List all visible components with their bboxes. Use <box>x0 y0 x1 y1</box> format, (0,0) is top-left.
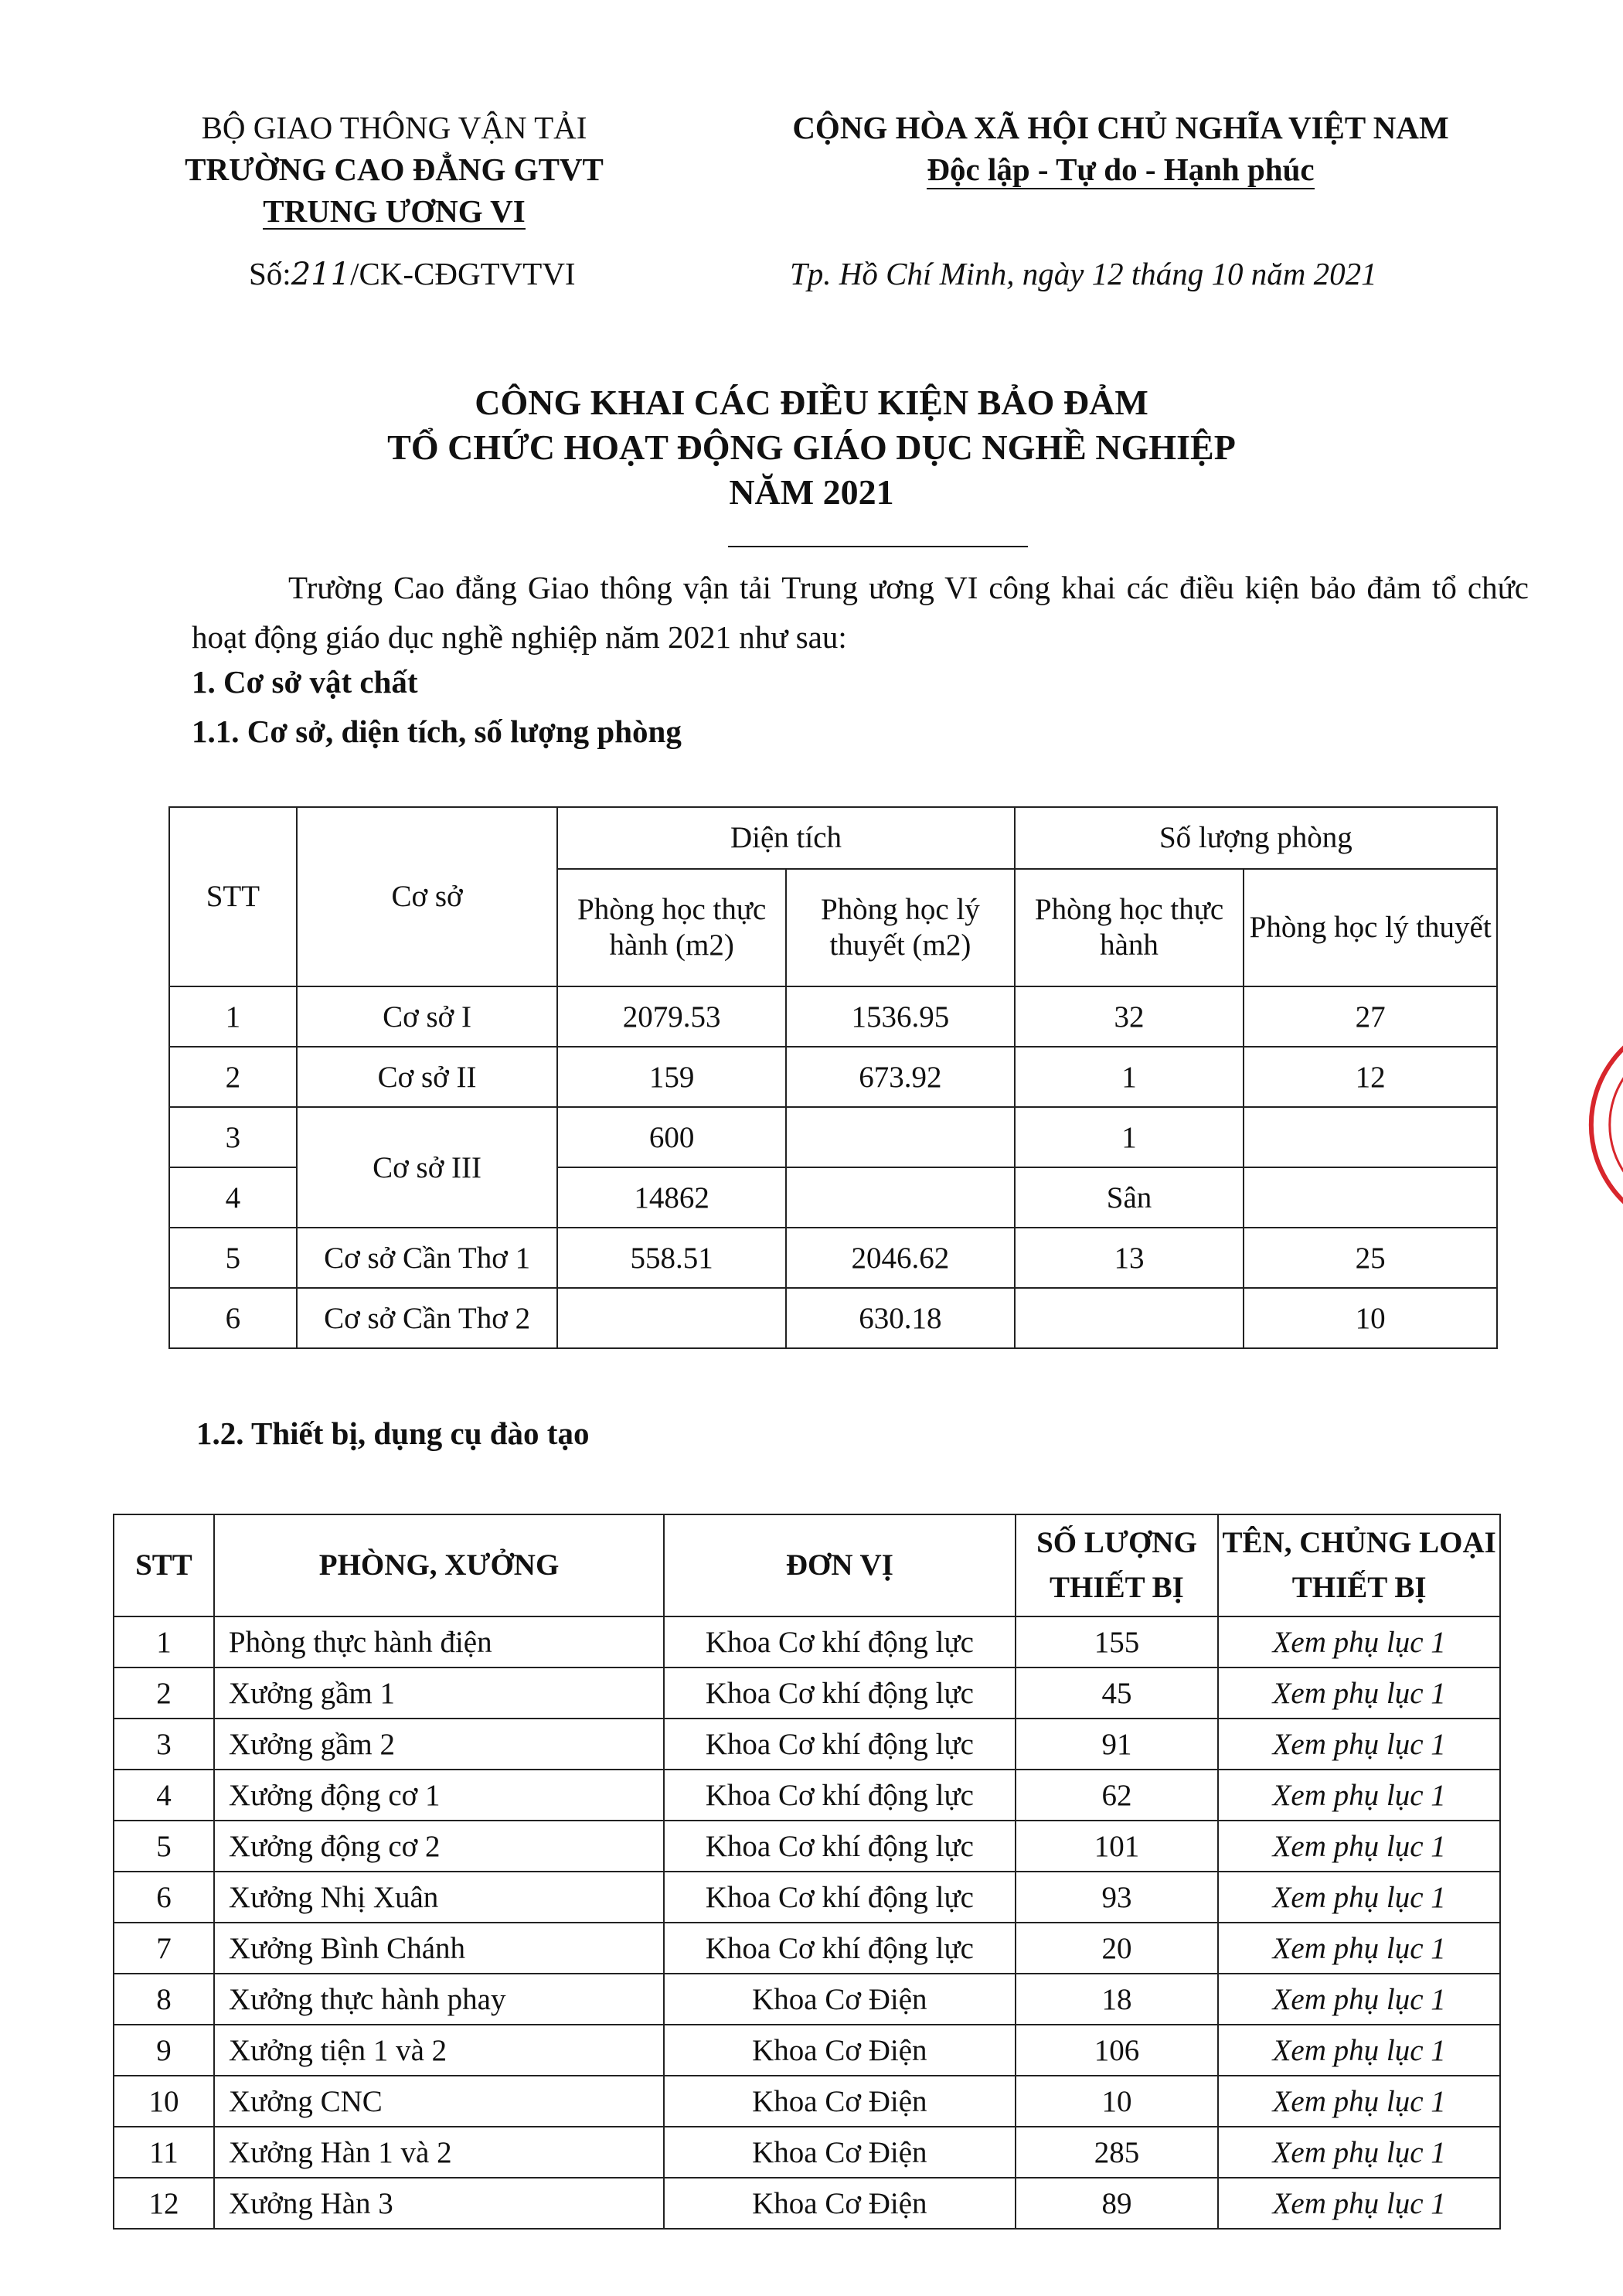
cell-phong-xuong: Xưởng động cơ 1 <box>214 1770 664 1821</box>
cell-stt: 1 <box>114 1616 214 1667</box>
cell-sl-th: 13 <box>1015 1228 1244 1288</box>
header-co-so: Cơ sở <box>297 807 558 986</box>
cell-so-luong: 106 <box>1016 2025 1219 2076</box>
cell-ten-thiet-bi: Xem phụ lục 1 <box>1218 2076 1500 2127</box>
cell-so-luong: 10 <box>1016 2076 1219 2127</box>
cell-don-vi: Khoa Cơ Điện <box>664 2178 1015 2229</box>
section-heading-1-2: 1.2. Thiết bị, dụng cụ đào tạo <box>196 1415 590 1451</box>
cell-so-luong: 285 <box>1016 2127 1219 2178</box>
equipment-rows <box>114 1616 1500 2229</box>
cell-so-luong: 45 <box>1016 1667 1219 1719</box>
cell-don-vi: Khoa Cơ Điện <box>664 2025 1015 2076</box>
cell-stt: 9 <box>114 2025 214 2076</box>
cell-stt: 6 <box>114 1872 214 1923</box>
cell-ten-thiet-bi: Xem phụ lục 1 <box>1218 2025 1500 2076</box>
cell-co-so: Cơ sở I <box>297 986 558 1047</box>
table-row <box>169 1228 1497 1288</box>
cell-ten-thiet-bi: Xem phụ lục 1 <box>1218 1770 1500 1821</box>
cell-dt-th: 159 <box>557 1047 786 1107</box>
cell-don-vi: Khoa Cơ khí động lực <box>664 1821 1015 1872</box>
cell-stt: 4 <box>114 1770 214 1821</box>
header-dt-ly-thuyet: Phòng học lý thuyết (m2) <box>786 869 1015 986</box>
cell-stt: 12 <box>114 2178 214 2229</box>
facilities-table <box>168 806 1498 1349</box>
cell-dt-th: 14862 <box>557 1167 786 1228</box>
country-name: CỘNG HÒA XÃ HỘI CHỦ NGHĨA VIỆT NAM <box>792 110 1449 145</box>
section-heading-1-1: 1.1. Cơ sở, diện tích, số lượng phòng <box>192 714 682 749</box>
header-don-vi: ĐƠN VỊ <box>664 1514 1015 1616</box>
national-header <box>757 107 1484 190</box>
cell-ten-thiet-bi: Xem phụ lục 1 <box>1218 1821 1500 1872</box>
cell-dt-lt: 1536.95 <box>786 986 1015 1047</box>
number-suffix: /CK-CĐGTVTVI <box>350 256 576 291</box>
cell-sl-th: 1 <box>1015 1107 1244 1167</box>
cell-so-luong: 62 <box>1016 1770 1219 1821</box>
cell-sl-th: 1 <box>1015 1047 1244 1107</box>
table-row <box>114 1974 1500 2025</box>
cell-ten-thiet-bi: Xem phụ lục 1 <box>1218 1872 1500 1923</box>
table-row <box>114 1616 1500 1667</box>
title-divider <box>728 546 1028 547</box>
cell-don-vi: Khoa Cơ khí động lực <box>664 1872 1015 1923</box>
cell-co-so: Cơ sở Cần Thơ 2 <box>297 1288 558 1348</box>
table-row <box>114 1770 1500 1821</box>
table-row <box>114 1719 1500 1770</box>
table-row <box>114 1923 1500 1974</box>
red-seal-stamp-icon <box>1577 1013 1623 1237</box>
cell-so-luong: 91 <box>1016 1719 1219 1770</box>
cell-sl-lt: 12 <box>1244 1047 1497 1107</box>
stamp-inner-ring-icon <box>1610 1044 1623 1206</box>
cell-ten-thiet-bi: Xem phụ lục 1 <box>1218 1719 1500 1770</box>
header-so-luong-phong: Số lượng phòng <box>1015 807 1497 869</box>
table-row <box>114 2076 1500 2127</box>
cell-stt: 3 <box>114 1719 214 1770</box>
cell-stt: 3 <box>169 1107 297 1167</box>
header-so-luong-thiet-bi: SỐ LƯỢNG THIẾT BỊ <box>1016 1514 1219 1616</box>
cell-dt-lt: 2046.62 <box>786 1228 1015 1288</box>
cell-phong-xuong: Xưởng tiện 1 và 2 <box>214 2025 664 2076</box>
cell-don-vi: Khoa Cơ Điện <box>664 2076 1015 2127</box>
cell-stt: 8 <box>114 1974 214 2025</box>
cell-so-luong: 20 <box>1016 1923 1219 1974</box>
cell-sl-th: Sân <box>1015 1167 1244 1228</box>
cell-don-vi: Khoa Cơ khí động lực <box>664 1616 1015 1667</box>
cell-ten-thiet-bi: Xem phụ lục 1 <box>1218 1923 1500 1974</box>
cell-sl-lt: 27 <box>1244 986 1497 1047</box>
cell-stt: 1 <box>169 986 297 1047</box>
cell-stt: 2 <box>169 1047 297 1107</box>
table-row <box>169 1047 1497 1107</box>
cell-phong-xuong: Xưởng gầm 1 <box>214 1667 664 1719</box>
cell-dt-th: 558.51 <box>557 1228 786 1288</box>
cell-don-vi: Khoa Cơ khí động lực <box>664 1770 1015 1821</box>
header-stt: STT <box>114 1514 214 1616</box>
cell-sl-lt <box>1244 1107 1497 1167</box>
header-dt-thuc-hanh: Phòng học thực hành (m2) <box>557 869 786 986</box>
table-row <box>114 1667 1500 1719</box>
table-row <box>169 1288 1497 1348</box>
cell-ten-thiet-bi: Xem phụ lục 1 <box>1218 1667 1500 1719</box>
cell-phong-xuong: Xưởng Bình Chánh <box>214 1923 664 1974</box>
cell-co-so: Cơ sở II <box>297 1047 558 1107</box>
cell-don-vi: Khoa Cơ Điện <box>664 1974 1015 2025</box>
cell-phong-xuong: Xưởng gầm 2 <box>214 1719 664 1770</box>
header-sl-ly-thuyet: Phòng học lý thuyết <box>1244 869 1497 986</box>
cell-stt: 5 <box>169 1228 297 1288</box>
table-row <box>114 1872 1500 1923</box>
cell-so-luong: 89 <box>1016 2178 1219 2229</box>
cell-phong-xuong: Xưởng CNC <box>214 2076 664 2127</box>
cell-dt-lt <box>786 1107 1015 1167</box>
equipment-table <box>113 1514 1501 2230</box>
cell-sl-th <box>1015 1288 1244 1348</box>
header-ten-chung-loai: TÊN, CHỦNG LOẠI THIẾT BỊ <box>1218 1514 1500 1616</box>
title-line1: CÔNG KHAI CÁC ĐIỀU KIỆN BẢO ĐẢM <box>475 383 1148 422</box>
header-sl-thuc-hanh: Phòng học thực hành <box>1015 869 1244 986</box>
cell-sl-lt: 10 <box>1244 1288 1497 1348</box>
intro-paragraph: Trường Cao đẳng Giao thông vận tải Trung ương VI công khai các điều kiện bảo đảm tổ chức hoạt động giáo dục nghề nghiệp năm 2021 như sau: <box>192 570 1529 655</box>
cell-so-luong: 93 <box>1016 1872 1219 1923</box>
section-heading-1: 1. Cơ sở vật chất <box>192 664 418 700</box>
cell-sl-th: 32 <box>1015 986 1244 1047</box>
cell-ten-thiet-bi: Xem phụ lục 1 <box>1218 1616 1500 1667</box>
stamp-outer-ring-icon <box>1591 1022 1623 1228</box>
cell-stt: 6 <box>169 1288 297 1348</box>
table-row <box>114 1821 1500 1872</box>
table-row <box>114 2178 1500 2229</box>
cell-don-vi: Khoa Cơ khí động lực <box>664 1667 1015 1719</box>
cell-stt: 11 <box>114 2127 214 2178</box>
title-line3: NĂM 2021 <box>729 472 894 512</box>
cell-stt: 7 <box>114 1923 214 1974</box>
cell-phong-xuong: Xưởng Hàn 1 và 2 <box>214 2127 664 2178</box>
cell-dt-th: 2079.53 <box>557 986 786 1047</box>
header-dien-tich: Diện tích <box>557 807 1014 869</box>
cell-phong-xuong: Xưởng Nhị Xuân <box>214 1872 664 1923</box>
school-name-line2: TRUNG ƯƠNG VI <box>263 193 526 229</box>
cell-stt: 5 <box>114 1821 214 1872</box>
handwritten-number: 211 <box>291 257 351 292</box>
cell-don-vi: Khoa Cơ khí động lực <box>664 1719 1015 1770</box>
table-row <box>114 2025 1500 2076</box>
cell-dt-th <box>557 1288 786 1348</box>
cell-ten-thiet-bi: Xem phụ lục 1 <box>1218 1974 1500 2025</box>
school-name-line1: TRƯỜNG CAO ĐẲNG GTVT <box>185 152 604 187</box>
cell-phong-xuong: Xưởng thực hành phay <box>214 1974 664 2025</box>
motto: Độc lập - Tự do - Hạnh phúc <box>927 151 1314 189</box>
number-prefix: Số: <box>249 256 291 291</box>
cell-stt: 2 <box>114 1667 214 1719</box>
cell-phong-xuong: Xưởng động cơ 2 <box>214 1821 664 1872</box>
document-title <box>0 380 1623 515</box>
cell-ten-thiet-bi: Xem phụ lục 1 <box>1218 2127 1500 2178</box>
cell-phong-xuong: Xưởng Hàn 3 <box>214 2178 664 2229</box>
title-line2: TỔ CHỨC HOẠT ĐỘNG GIÁO DỤC NGHỀ NGHIỆP <box>387 428 1236 467</box>
cell-sl-lt <box>1244 1167 1497 1228</box>
issuer-block <box>178 107 611 232</box>
cell-dt-lt <box>786 1167 1015 1228</box>
cell-dt-th: 600 <box>557 1107 786 1167</box>
cell-stt: 4 <box>169 1167 297 1228</box>
cell-don-vi: Khoa Cơ khí động lực <box>664 1923 1015 1974</box>
cell-stt: 10 <box>114 2076 214 2127</box>
cell-so-luong: 101 <box>1016 1821 1219 1872</box>
cell-dt-lt: 673.92 <box>786 1047 1015 1107</box>
ministry-name: BỘ GIAO THÔNG VẬN TẢI <box>201 110 587 145</box>
cell-co-so: Cơ sở III <box>297 1107 558 1228</box>
cell-dt-lt: 630.18 <box>786 1288 1015 1348</box>
table-row <box>169 986 1497 1047</box>
cell-so-luong: 155 <box>1016 1616 1219 1667</box>
cell-ten-thiet-bi: Xem phụ lục 1 <box>1218 2178 1500 2229</box>
header-stt: STT <box>169 807 297 986</box>
cell-sl-lt: 25 <box>1244 1228 1497 1288</box>
cell-co-so: Cơ sở Cần Thơ 1 <box>297 1228 558 1288</box>
document-number <box>249 255 576 292</box>
cell-phong-xuong: Phòng thực hành điện <box>214 1616 664 1667</box>
document-date: Tp. Hồ Chí Minh, ngày 12 tháng 10 năm 2021 <box>790 256 1377 291</box>
cell-so-luong: 18 <box>1016 1974 1219 2025</box>
header-phong-xuong: PHÒNG, XƯỞNG <box>214 1514 664 1616</box>
table-row <box>114 2127 1500 2178</box>
cell-don-vi: Khoa Cơ Điện <box>664 2127 1015 2178</box>
table-row <box>169 1107 1497 1167</box>
